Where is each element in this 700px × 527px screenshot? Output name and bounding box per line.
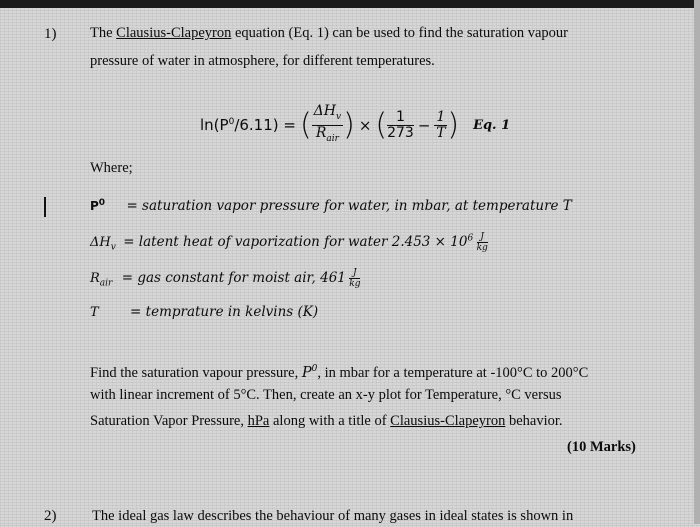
dh-symbol: ΔH bbox=[313, 103, 336, 119]
unit-num: J bbox=[349, 268, 360, 279]
equation-lhs-rest: /6.11) = bbox=[234, 116, 296, 135]
definition-rair bbox=[90, 268, 360, 289]
fraction-t-den: T bbox=[436, 124, 446, 141]
fraction-dh-over-r bbox=[312, 104, 343, 147]
paren-close-1: ) bbox=[343, 107, 355, 143]
task-text-a: Find the saturation vapour pressure, bbox=[90, 364, 302, 381]
q1-intro-text-b: equation (Eq. 1) can be used to find the saturation vapour bbox=[231, 25, 568, 41]
question-1-number: 1) bbox=[44, 26, 57, 42]
equation-lhs bbox=[200, 116, 296, 134]
definition-symbol: T bbox=[90, 305, 99, 320]
dhv-text: = latent heat of vaporization for water 2.453 × 10 bbox=[123, 233, 468, 250]
task-p0 bbox=[302, 365, 318, 381]
definition-symbol bbox=[90, 199, 105, 213]
fraction-1-over-t bbox=[434, 110, 447, 141]
dhv-symbol: ΔH bbox=[90, 234, 111, 250]
paren-open-2: ( bbox=[375, 107, 388, 143]
minus-sign: − bbox=[417, 116, 431, 135]
definition-symbol bbox=[90, 234, 116, 253]
q1-intro-link: Clausius-Clapeyron bbox=[116, 25, 232, 41]
definition-symbol bbox=[90, 270, 113, 289]
task-line-2: with linear increment of 5°C. Then, create an x-y plot for Temperature, °C versus bbox=[90, 387, 562, 403]
task-line3-a: Saturation Vapor Pressure, bbox=[90, 413, 248, 429]
unit-den: kg bbox=[476, 243, 488, 253]
task-line3-c: behavior. bbox=[505, 413, 563, 429]
marks-label: (10 Marks) bbox=[567, 439, 636, 455]
equation-lhs-base: ln(P bbox=[200, 116, 229, 135]
paren-open-1: ( bbox=[299, 107, 312, 143]
rair-sub: air bbox=[99, 278, 113, 289]
dh-sub: v bbox=[336, 111, 342, 122]
p-symbol: P bbox=[90, 199, 99, 213]
question-2-number: 2) bbox=[44, 508, 57, 524]
fraction-1-over-273 bbox=[387, 110, 414, 141]
fraction-273-den: 273 bbox=[387, 124, 414, 141]
times-sign: × bbox=[358, 116, 372, 135]
scan-right-edge bbox=[694, 0, 700, 524]
equation-label: Eq. 1 bbox=[473, 117, 511, 133]
fraction-dh-num bbox=[312, 104, 343, 126]
where-label: Where; bbox=[90, 160, 133, 176]
task-p-symbol: P bbox=[301, 364, 312, 381]
task-line3-b: along with a title of bbox=[269, 413, 391, 429]
fraction-1-num: 1 bbox=[387, 110, 414, 126]
q1-intro-line-1 bbox=[90, 23, 568, 44]
task-p-sup: 0 bbox=[311, 364, 318, 374]
definition-text: = saturation vapor pressure for water, in mbar, at temperature T bbox=[126, 198, 572, 214]
definition-text: = gas constant for moist air, 461 bbox=[121, 269, 346, 286]
dhv-sub: v bbox=[110, 242, 116, 253]
definition-p0 bbox=[90, 198, 572, 214]
definition-text bbox=[123, 234, 473, 250]
fraction-r-den bbox=[312, 126, 343, 147]
task-cc-link: Clausius-Clapeyron bbox=[390, 413, 506, 429]
p-sup: 0 bbox=[98, 198, 106, 208]
q1-intro-text-a: The bbox=[90, 25, 117, 41]
equation-1 bbox=[200, 104, 510, 147]
margin-bar bbox=[44, 197, 46, 217]
dhv-exp: 6 bbox=[467, 233, 474, 244]
paren-close-2: ) bbox=[447, 107, 460, 143]
equation-lhs-sup: 0 bbox=[228, 117, 235, 128]
scan-top-band bbox=[0, 0, 700, 8]
definition-unit bbox=[477, 232, 488, 253]
definition-t bbox=[90, 304, 318, 320]
rair-symbol: R bbox=[90, 270, 100, 286]
definition-text: = temprature in kelvins (K) bbox=[130, 304, 319, 320]
unit-den: kg bbox=[349, 279, 361, 289]
definition-dhv bbox=[90, 232, 488, 253]
fraction-1t-num: 1 bbox=[436, 108, 446, 125]
r-sub: air bbox=[326, 133, 339, 144]
task-hpa-link: hPa bbox=[247, 413, 270, 429]
task-text-b: , in mbar for a temperature at -100°C to 200°C bbox=[317, 364, 589, 381]
task-line-1 bbox=[90, 359, 588, 384]
q2-line-1: The ideal gas law describes the behaviour of many gases in ideal states is shown in bbox=[92, 508, 574, 524]
definition-unit bbox=[349, 268, 360, 289]
unit-num: J bbox=[477, 232, 488, 243]
r-symbol: R bbox=[315, 124, 327, 141]
q1-intro-line-2: pressure of water in atmosphere, for different temperatures. bbox=[90, 53, 435, 69]
task-line-3 bbox=[90, 411, 563, 432]
